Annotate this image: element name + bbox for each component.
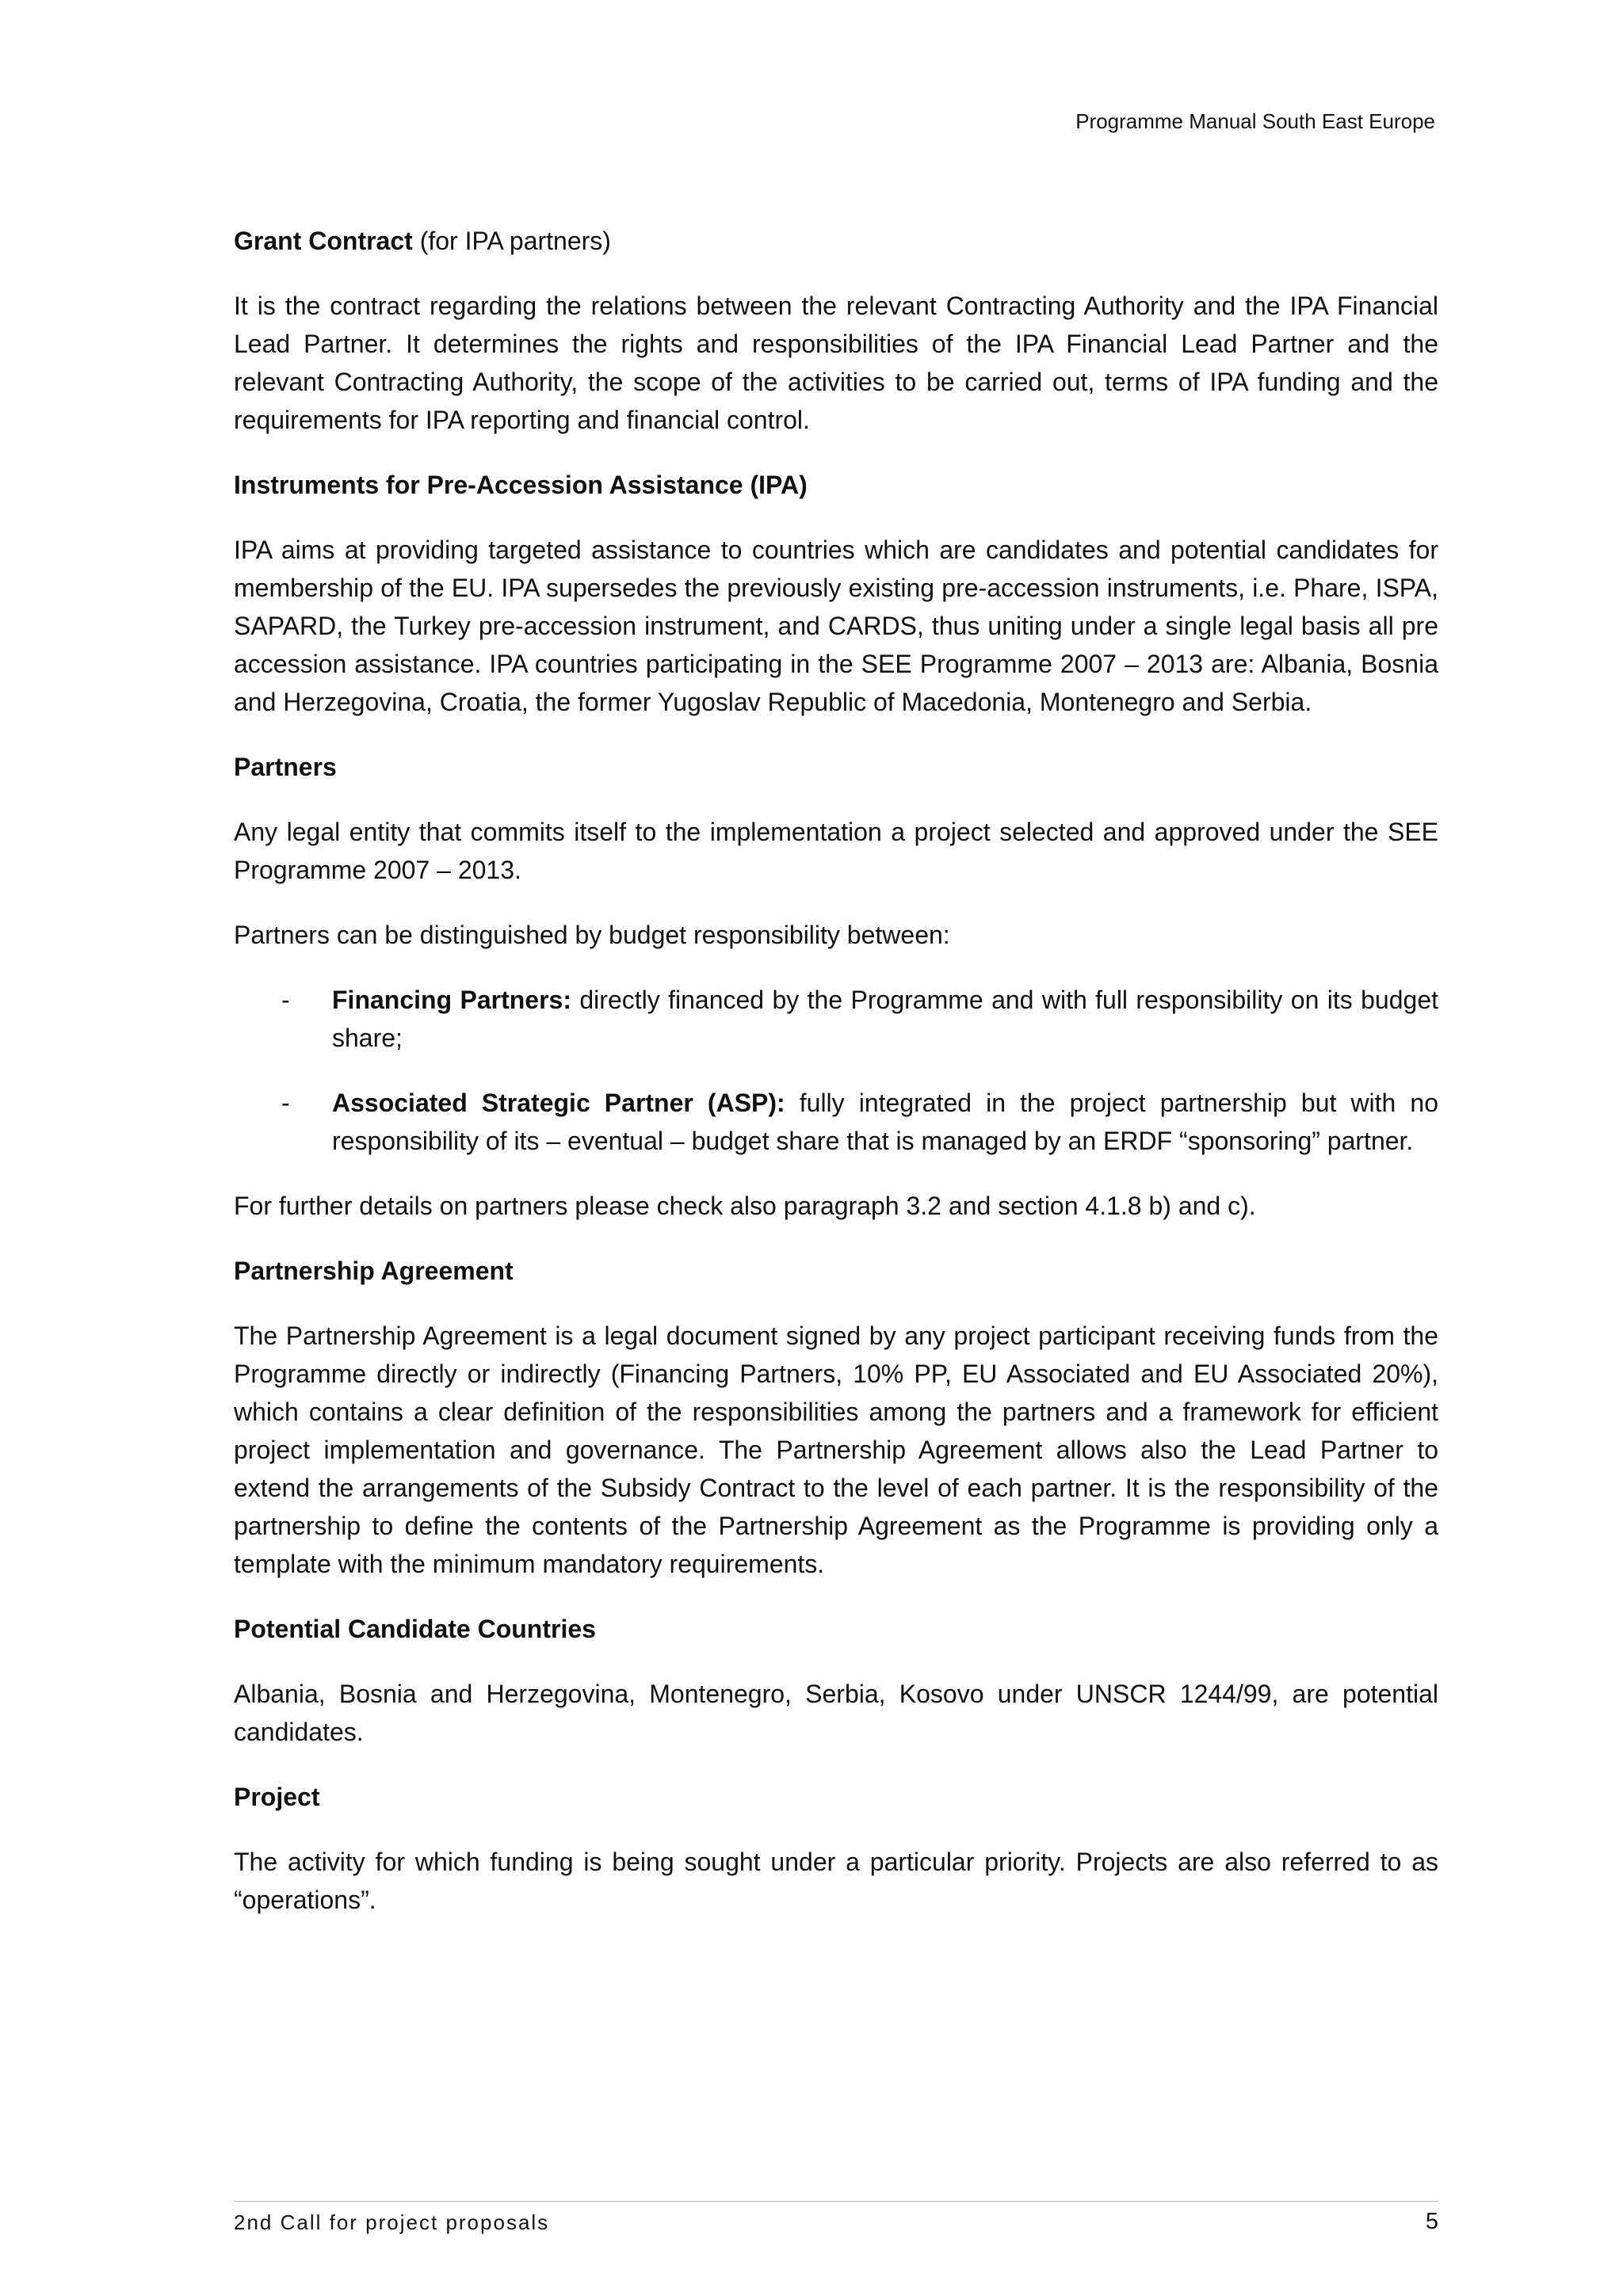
term-potential-candidate-countries: Potential Candidate Countries [234,1615,596,1643]
partner-types-list [234,981,1438,1160]
term-ipa: Instruments for Pre-Accession Assistance (IPA) [234,471,808,499]
partners-intro: Partners can be distinguished by budget responsibility between: [234,921,950,949]
footer-divider [234,2201,1438,2202]
list-item [234,981,1438,1057]
term-partners: Partners [234,753,337,781]
list-dash: - [281,1089,290,1117]
definition-potential-candidate-countries: Albania, Bosnia and Herzegovina, Montenegro, Serbia, Kosovo under UNSCR 1244/99, are potential candidates. [234,1680,1438,1746]
definition-partners: Any legal entity that commits itself to the implementation a project selected and approved under the SEE Programme 2007 – 2013. [234,818,1438,884]
term-suffix: (for IPA partners) [412,227,611,255]
definition-ipa: IPA aims at providing targeted assistance to countries which are candidates and potential candidates for membership of the EU. IPA supersedes the previously existing pre-accession instruments, i.e. Phare, ISPA, SAPARD, the Turkey pre-accession instrument, and CARDS, thus uniting under a single legal basis all pre accession assistance. IPA countries participating in the SEE Programme 2007 – 2013 are: Albania, Bosnia and Herzegovina, Croatia, the former Yugoslav Republic of Macedonia, Montenegro and Serbia. [234,536,1438,716]
list-item-label: Associated Strategic Partner (ASP): [332,1089,785,1117]
running-header: Programme Manual South East Europe [1075,109,1435,133]
document-body [234,222,1438,1946]
list-dash: - [281,986,290,1014]
term-partnership-agreement: Partnership Agreement [234,1257,514,1285]
partners-details: For further details on partners please check also paragraph 3.2 and section 4.1.8 b) and c). [234,1192,1256,1220]
term-grant-contract [234,222,1438,260]
page-number: 5 [1425,2209,1438,2234]
definition-project: The activity for which funding is being sought under a particular priority. Projects are also referred to as “operations”. [234,1848,1438,1914]
list-item-text: fully integrated in the project partnership but with no responsibility of its – eventual – budget share that is managed by an ERDF “sponsoring” partner. [332,1089,1439,1155]
definition-partnership-agreement: The Partnership Agreement is a legal document signed by any project participant receiving funds from the Programme directly or indirectly (Financing Partners, 10% PP, EU Associated and EU Associated 20%), which contains a clear definition of the responsibilities among the partners and a framework for efficient project implementation and governance. The Partnership Agreement allows also the Lead Partner to extend the arrangements of the Subsidy Contract to the level of each partner. It is the responsibility of the partnership to define the contents of the Partnership Agreement as the Programme is providing only a template with the minimum mandatory requirements. [234,1322,1438,1578]
list-item [234,1084,1438,1160]
list-item-text: directly financed by the Programme and with full responsibility on its budget share; [332,986,1439,1052]
definition-grant-contract: It is the contract regarding the relations between the relevant Contracting Authority and the IPA Financial Lead Partner. It determines the rights and responsibilities of the IPA Financial Lead Partner and the relevant Contracting Authority, the scope of the activities to be carried out, terms of IPA funding and the requirements for IPA reporting and financial control. [234,292,1438,434]
term-title: Grant Contract [234,227,413,255]
footer-title: 2nd Call for project proposals [234,2210,550,2234]
list-item-label: Financing Partners: [332,986,571,1014]
term-project: Project [234,1783,320,1811]
